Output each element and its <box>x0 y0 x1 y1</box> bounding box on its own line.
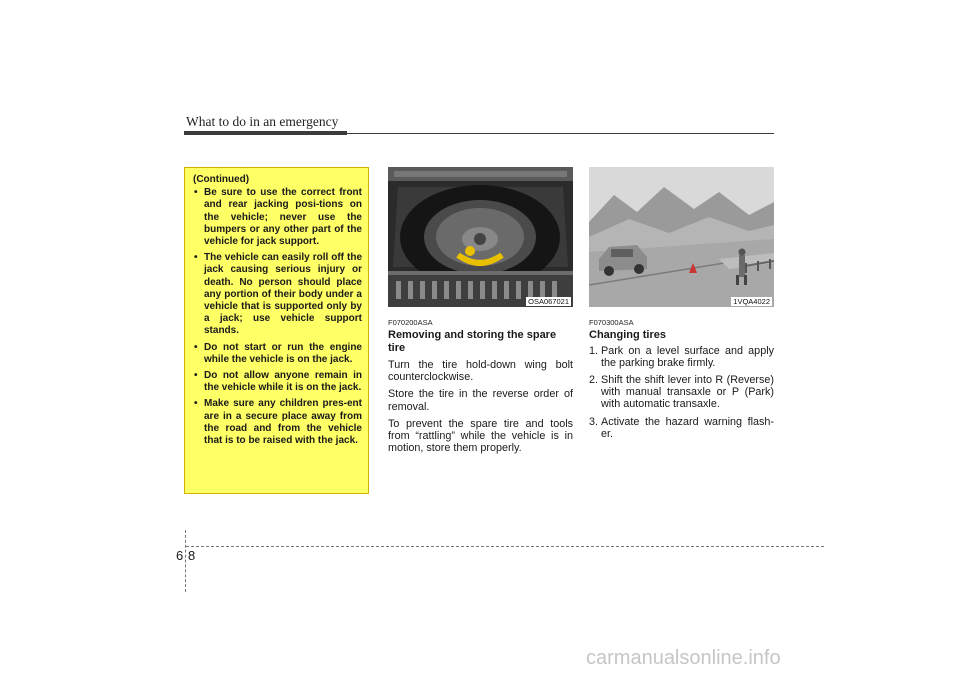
spare-tire-section <box>388 167 573 454</box>
warning-item: • Be sure to use the correct front and rear jacking posi-tions on the vehicle; never use the bumpers or any other part of the vehicle for jack support. <box>193 187 362 248</box>
footer-vertical-rule <box>185 530 186 592</box>
figure-code: OSA067021 <box>528 297 569 306</box>
section-code: F070300ASA <box>589 318 634 327</box>
section-title: Removing and storing the spare tire <box>388 329 557 354</box>
page-header-title: What to do in an emergency <box>186 114 339 129</box>
step-text: Park on a level surface and apply the parking brake firmly. <box>601 344 774 369</box>
step-number: 1. <box>589 344 599 357</box>
page-number: 8 <box>188 548 196 563</box>
step-item <box>589 374 774 411</box>
chapter-number: 6 <box>176 548 184 563</box>
spare-tire-illustration <box>388 167 573 307</box>
steps-list <box>589 345 774 440</box>
step-number: 3. <box>589 415 599 428</box>
header-rule-thick <box>184 131 347 135</box>
warning-item: • Do not start or run the engine while the vehicle is on the jack. <box>193 342 362 366</box>
step-text: Activate the hazard warning flash-er. <box>601 415 774 440</box>
footer-rule <box>186 546 824 547</box>
section-title: Changing tires <box>589 329 667 341</box>
step-number: 2. <box>589 373 599 386</box>
changing-tires-section <box>589 167 774 445</box>
figure-code: 1VQA4022 <box>733 297 770 306</box>
header-rule-thin <box>347 133 774 134</box>
warning-item: • Do not allow anyone remain in the vehicle while it is on the jack. <box>193 370 362 394</box>
warning-list <box>193 187 362 447</box>
warning-continued-label: (Continued) <box>193 174 250 185</box>
section-code: F070200ASA <box>388 318 433 327</box>
warning-item: • Make sure any children pres-ent are in a secure place away from the road and from the vehicle that is to be raised with the jack. <box>193 398 362 447</box>
warning-item: • The vehicle can easily roll off the jack causing serious injury or death. No person should place any portion of their body under a vehicle that is supported only by a jack; use vehicle support stands. <box>193 252 362 337</box>
step-text: Shift the shift lever into R (Reverse) with manual transaxle or P (Park) with automatic transaxle. <box>601 373 774 411</box>
roadside-illustration <box>589 167 774 307</box>
step-item <box>589 345 774 369</box>
warning-box <box>184 167 369 494</box>
paragraph: Turn the tire hold-down wing bolt counterclockwise. <box>388 359 573 384</box>
step-item <box>589 416 774 440</box>
paragraph: To prevent the spare tire and tools from “rattling” while the vehicle is in motion, store them properly. <box>388 417 573 455</box>
roadside-drawing <box>589 167 774 307</box>
spare-tire-drawing <box>388 167 573 307</box>
watermark-text: carmanualsonline.info <box>586 647 781 669</box>
paragraph: Store the tire in the reverse order of removal. <box>388 388 573 413</box>
